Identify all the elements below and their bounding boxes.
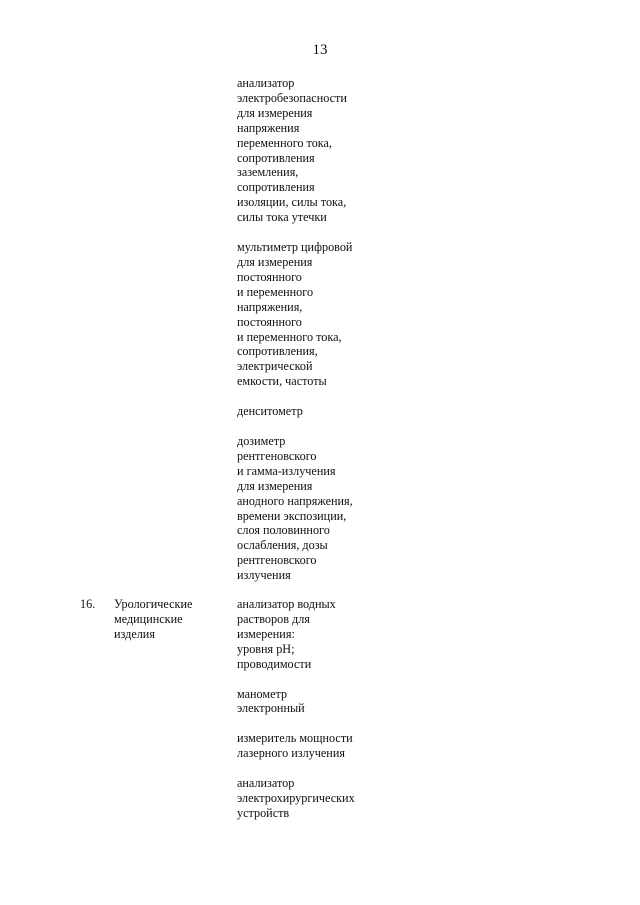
device-entry-aqueous-solution-analyzer (237, 597, 397, 672)
device-text-line: лазерного излучения (237, 746, 345, 761)
device-text-line: анализатор водных (237, 597, 336, 611)
category-text-line: изделия (114, 626, 155, 641)
device-text-line: сопротивления (237, 150, 315, 165)
row-number: 16. (80, 597, 96, 611)
device-text-line: измерения: (237, 626, 295, 641)
device-text-line: излучения (237, 568, 291, 583)
device-text-line: растворов для (237, 611, 310, 626)
device-entry-densitometer (237, 404, 397, 419)
device-text-line: проводимости (237, 656, 312, 671)
category-text-line: медицинские (114, 611, 183, 626)
device-text-line: мультиметр цифровой (237, 240, 353, 255)
device-category (114, 597, 224, 642)
row16-devices-column (237, 597, 397, 836)
device-text-line: напряжения (237, 120, 300, 135)
device-text-line: постоянного (237, 314, 302, 329)
device-text-line: и переменного тока, (237, 329, 342, 344)
device-text-line: устройств (237, 805, 290, 820)
device-text-line: измеритель мощности (237, 731, 353, 746)
device-text-line: заземления, (237, 165, 299, 180)
device-text-line: переменного тока, (237, 135, 332, 150)
device-entry-dosimeter (237, 434, 397, 583)
device-text-line: для измерения (237, 254, 313, 269)
device-text-line: емкости, частоты (237, 374, 327, 389)
device-text-line: манометр (237, 686, 288, 701)
device-text-line: анализатор (237, 776, 295, 791)
page-number: 13 (312, 42, 328, 58)
device-text-line: напряжения, (237, 299, 303, 314)
device-text-line: постоянного (237, 269, 302, 284)
device-text-line: электрохирургических (237, 791, 355, 806)
device-text-line: времени экспозиции, (237, 508, 347, 523)
device-text-line: рентгеновского (237, 553, 317, 568)
continued-devices-column (237, 76, 397, 598)
device-text-line: электронный (237, 701, 305, 716)
category-text-line: Урологические (114, 597, 193, 611)
device-entry-electrosurgical-analyzer (237, 776, 397, 821)
device-text-line: для измерения (237, 478, 313, 493)
device-text-line: дозиметр (237, 434, 286, 449)
device-text-line: и гамма-излучения (237, 463, 336, 478)
device-text-line: сопротивления (237, 180, 315, 195)
device-text-line: денситометр (237, 404, 303, 419)
device-text-line: изоляции, силы тока, (237, 195, 347, 210)
device-text-line: анодного напряжения, (237, 493, 353, 508)
device-text-line: слоя половинного (237, 523, 330, 538)
device-text-line: для измерения (237, 105, 313, 120)
device-text-line: сопротивления, (237, 344, 318, 359)
device-text-line: анализатор (237, 76, 295, 90)
device-entry-laser-power-meter (237, 731, 397, 761)
device-entry-digital-multimeter (237, 240, 397, 389)
device-text-line: рентгеновского (237, 448, 317, 463)
device-text-line: силы тока утечки (237, 210, 327, 225)
device-text-line: ослабления, дозы (237, 538, 328, 553)
device-text-line: уровня pH; (237, 641, 295, 656)
device-entry-electronic-manometer (237, 687, 397, 717)
device-text-line: электрической (237, 359, 313, 374)
device-entry-electrosafety-analyzer (237, 76, 397, 225)
device-text-line: и переменного (237, 284, 314, 299)
device-text-line: электробезопасности (237, 90, 347, 105)
